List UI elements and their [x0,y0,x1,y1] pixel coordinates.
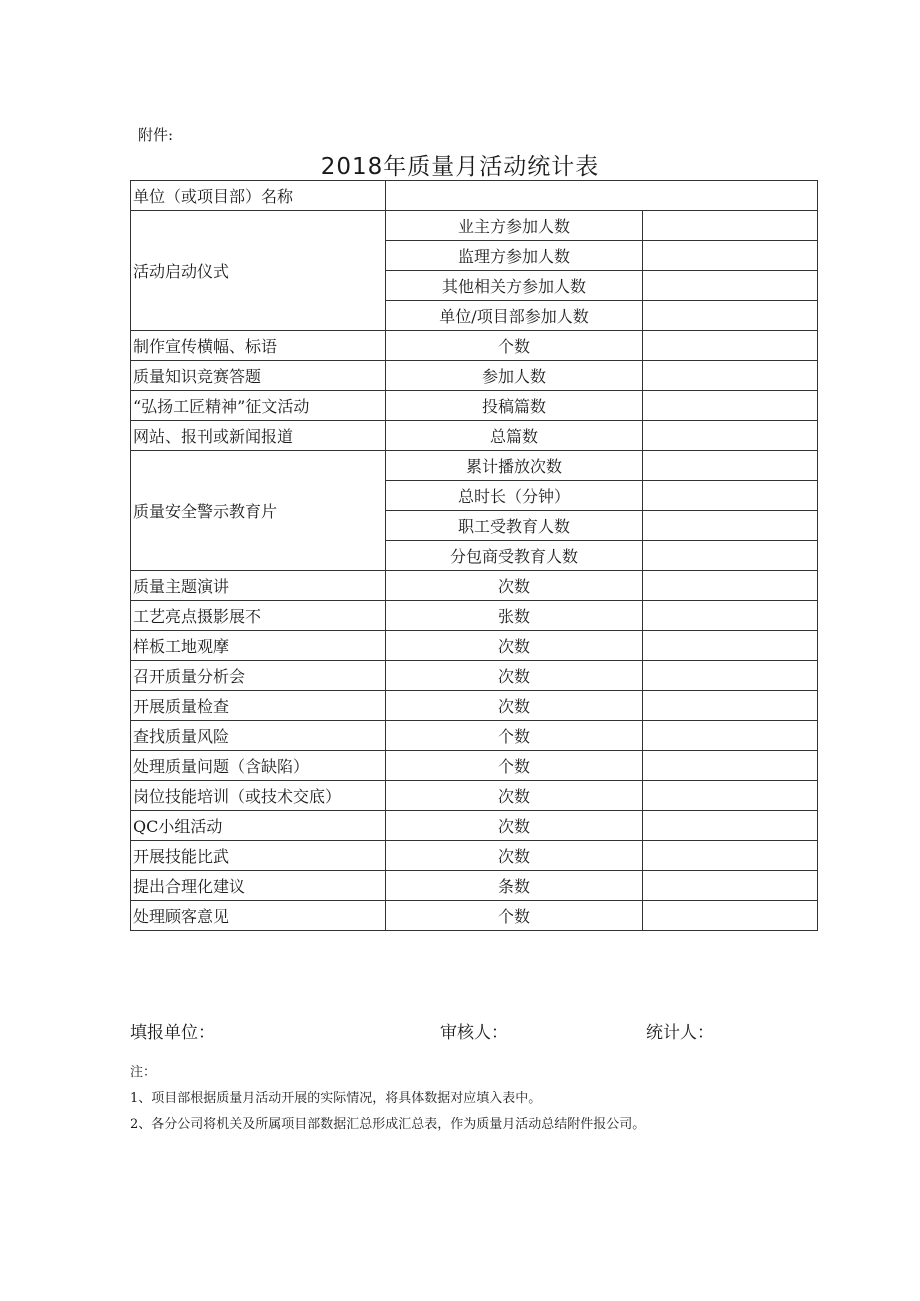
value-input-cell[interactable] [643,331,818,361]
activity-label: 处理顾客意见 [131,901,386,931]
value-input-cell[interactable] [643,271,818,301]
table-row [131,721,818,751]
value-input-cell[interactable] [643,571,818,601]
metric-label: 次数 [386,571,643,601]
metric-label: 其他相关方参加人数 [386,271,643,301]
metric-label: 个数 [386,721,643,751]
table-row [131,421,818,451]
value-input-cell[interactable] [643,511,818,541]
activity-label: 质量主题演讲 [131,571,386,601]
value-input-cell[interactable] [643,301,818,331]
notes-heading: 注： [130,1065,157,1080]
metric-label: 职工受教育人数 [386,511,643,541]
page-title: 2018年质量月活动统计表 [320,154,600,180]
value-input-cell[interactable] [643,781,818,811]
attachment-label: 附件: [138,126,174,144]
table-row [131,811,818,841]
activity-label: 活动启动仪式 [131,211,386,331]
table-row [131,211,818,241]
activity-label: 网站、报刊或新闻报道 [131,421,386,451]
metric-label: 次数 [386,661,643,691]
metric-label: 单位/项目部参加人数 [386,301,643,331]
metric-label: 张数 [386,601,643,631]
value-input-cell[interactable] [643,361,818,391]
note-line: 2、各分公司将机关及所属项目部数据汇总形成汇总表，作为质量月活动总结附件报公司。 [130,1117,646,1132]
value-input-cell[interactable] [643,451,818,481]
unit-name-label: 单位（或项目部）名称 [131,181,386,211]
activity-label: 岗位技能培训（或技术交底） [131,781,386,811]
metric-label: 分包商受教育人数 [386,541,643,571]
metric-label: 个数 [386,751,643,781]
value-input-cell[interactable] [643,481,818,511]
value-input-cell[interactable] [643,391,818,421]
metric-label: 次数 [386,691,643,721]
table-row [131,361,818,391]
value-input-cell[interactable] [643,241,818,271]
header-row [131,181,818,211]
table-row [131,841,818,871]
metric-label: 累计播放次数 [386,451,643,481]
value-input-cell[interactable] [643,661,818,691]
activity-label: “弘扬工匠精神”征文活动 [131,391,386,421]
table-row [131,391,818,421]
value-input-cell[interactable] [643,751,818,781]
metric-label: 个数 [386,331,643,361]
table-row [131,751,818,781]
reviewer-label: 审核人： [440,1023,508,1043]
activity-label: 开展技能比武 [131,841,386,871]
table-row [131,571,818,601]
value-input-cell[interactable] [643,541,818,571]
activity-label: 提出合理化建议 [131,871,386,901]
metric-label: 条数 [386,871,643,901]
activity-label: 质量安全警示教育片 [131,451,386,571]
table-row [131,781,818,811]
metric-label: 监理方参加人数 [386,241,643,271]
metric-label: 次数 [386,631,643,661]
value-input-cell[interactable] [643,721,818,751]
value-input-cell[interactable] [643,601,818,631]
activity-label: 开展质量检查 [131,691,386,721]
metric-label: 投稿篇数 [386,391,643,421]
value-input-cell[interactable] [643,421,818,451]
activity-label: 查找质量风险 [131,721,386,751]
value-input-cell[interactable] [643,901,818,931]
value-input-cell[interactable] [643,811,818,841]
fill-unit-label: 填报单位： [130,1023,215,1043]
table-row [131,661,818,691]
activity-label: 处理质量问题（含缺陷） [131,751,386,781]
value-input-cell[interactable] [643,691,818,721]
value-input-cell[interactable] [643,871,818,901]
statistics-table-body [131,181,818,931]
activity-label: 工艺亮点摄影展不 [131,601,386,631]
activity-label: 召开质量分析会 [131,661,386,691]
table-row [131,691,818,721]
metric-label: 总时长（分钟） [386,481,643,511]
table-row [131,331,818,361]
table-row [131,451,818,481]
activity-label: 样板工地观摩 [131,631,386,661]
unit-name-input-cell[interactable] [386,181,818,211]
metric-label: 次数 [386,781,643,811]
table-row [131,601,818,631]
activity-label: 制作宣传横幅、标语 [131,331,386,361]
note-line: 1、项目部根据质量月活动开展的实际情况，将具体数据对应填入表中。 [130,1091,542,1106]
activity-label: QC小组活动 [131,811,386,841]
metric-label: 总篇数 [386,421,643,451]
value-input-cell[interactable] [643,631,818,661]
metric-label: 次数 [386,811,643,841]
value-input-cell[interactable] [643,841,818,871]
metric-label: 参加人数 [386,361,643,391]
value-input-cell[interactable] [643,211,818,241]
table-row [131,901,818,931]
statistics-table [130,180,818,931]
notes [130,1060,645,1138]
table-row [131,871,818,901]
statistician-label: 统计人： [646,1023,714,1043]
table-row [131,631,818,661]
metric-label: 业主方参加人数 [386,211,643,241]
metric-label: 次数 [386,841,643,871]
activity-label: 质量知识竞赛答题 [131,361,386,391]
metric-label: 个数 [386,901,643,931]
